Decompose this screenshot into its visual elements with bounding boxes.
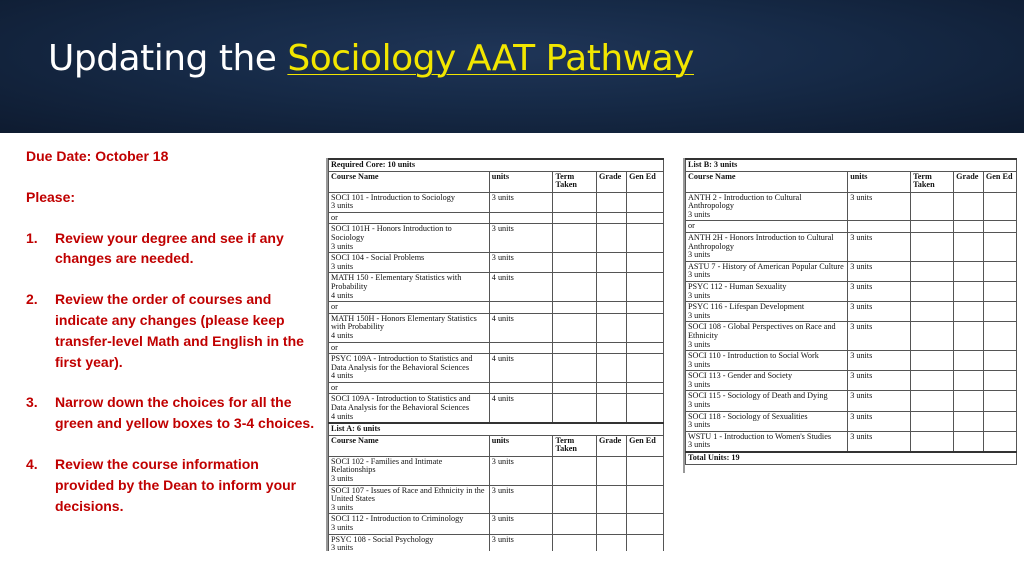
course-name: or bbox=[331, 302, 338, 312]
course-name-cell bbox=[686, 322, 848, 351]
column-header: Term Taken bbox=[553, 435, 597, 456]
course-name-cell bbox=[329, 273, 490, 302]
term-taken-cell[interactable] bbox=[553, 302, 597, 314]
units-cell: 3 units bbox=[848, 351, 911, 371]
term-taken-cell[interactable] bbox=[911, 371, 954, 391]
gen-ed-cell[interactable] bbox=[627, 394, 664, 423]
grade-cell[interactable] bbox=[954, 261, 984, 281]
please-label: Please: bbox=[26, 188, 76, 205]
grade-cell[interactable] bbox=[596, 456, 626, 485]
units-cell: 3 units bbox=[848, 371, 911, 391]
course-units-line: 3 units bbox=[331, 241, 354, 251]
instruction-item bbox=[26, 228, 316, 270]
grade-cell[interactable] bbox=[596, 514, 626, 534]
units-cell: 3 units bbox=[489, 514, 553, 534]
term-taken-cell[interactable] bbox=[553, 192, 597, 212]
course-name: SOCI 110 - Introduction to Social Work bbox=[688, 351, 819, 361]
column-header: Grade bbox=[596, 171, 626, 192]
course-name-cell bbox=[329, 534, 490, 551]
grade-cell[interactable] bbox=[954, 431, 984, 452]
grade-cell[interactable] bbox=[596, 354, 626, 383]
term-taken-cell[interactable] bbox=[911, 232, 954, 261]
gen-ed-cell[interactable] bbox=[627, 342, 664, 354]
column-header: Term Taken bbox=[553, 171, 597, 192]
table-row bbox=[329, 456, 664, 485]
units-cell: 3 units bbox=[848, 232, 911, 261]
units-cell bbox=[489, 382, 553, 394]
units-cell: 3 units bbox=[848, 391, 911, 411]
column-header: units bbox=[848, 171, 911, 192]
units-cell bbox=[489, 212, 553, 224]
gen-ed-cell[interactable] bbox=[627, 224, 664, 253]
term-taken-cell[interactable] bbox=[911, 391, 954, 411]
gen-ed-cell[interactable] bbox=[983, 261, 1016, 281]
instruction-item bbox=[26, 454, 316, 516]
term-taken-cell[interactable] bbox=[911, 351, 954, 371]
course-table bbox=[328, 158, 664, 551]
course-name-cell bbox=[686, 281, 848, 301]
course-name-cell bbox=[686, 192, 848, 221]
term-taken-cell[interactable] bbox=[553, 382, 597, 394]
units-cell: 3 units bbox=[848, 431, 911, 452]
section-title-row bbox=[329, 159, 664, 171]
section-title: List B: 3 units bbox=[686, 159, 1017, 171]
course-units-line: 4 units bbox=[331, 411, 354, 421]
term-taken-cell[interactable] bbox=[911, 322, 954, 351]
column-header: Grade bbox=[596, 435, 626, 456]
course-name: PSYC 116 - Lifespan Development bbox=[688, 302, 805, 312]
course-units-line: 3 units bbox=[688, 420, 711, 430]
term-taken-cell[interactable] bbox=[553, 313, 597, 342]
gen-ed-cell[interactable] bbox=[983, 431, 1016, 452]
grade-cell[interactable] bbox=[596, 313, 626, 342]
grade-cell[interactable] bbox=[596, 192, 626, 212]
units-cell bbox=[489, 302, 553, 314]
item-number: 4. bbox=[26, 455, 38, 472]
course-units-line: 3 units bbox=[688, 440, 711, 450]
section-title-row bbox=[329, 423, 664, 435]
item-number: 3. bbox=[26, 394, 38, 411]
grade-cell[interactable] bbox=[954, 232, 984, 261]
course-name-cell bbox=[329, 224, 490, 253]
course-name: PSYC 112 - Human Sexuality bbox=[688, 281, 787, 291]
course-name: SOCI 104 - Social Problems bbox=[331, 253, 425, 263]
grade-cell[interactable] bbox=[596, 382, 626, 394]
item-text: Review the order of courses and indicate any changes (please keep transfer-level Math and English in the first year). bbox=[55, 291, 304, 370]
item-text: Review the course information provided by the Dean to inform your decisions. bbox=[55, 455, 297, 514]
column-header: Grade bbox=[954, 171, 984, 192]
gen-ed-cell[interactable] bbox=[627, 485, 664, 514]
table-row bbox=[329, 212, 664, 224]
gen-ed-cell[interactable] bbox=[627, 273, 664, 302]
column-header: units bbox=[489, 435, 553, 456]
gen-ed-cell[interactable] bbox=[627, 253, 664, 273]
course-name-cell bbox=[686, 411, 848, 431]
course-name-cell bbox=[329, 354, 490, 383]
course-name: or bbox=[331, 212, 338, 222]
grade-cell[interactable] bbox=[596, 534, 626, 551]
grade-cell[interactable] bbox=[596, 224, 626, 253]
gen-ed-cell[interactable] bbox=[627, 534, 664, 551]
course-form-left bbox=[326, 158, 664, 551]
course-name-cell bbox=[329, 192, 490, 212]
units-cell: 3 units bbox=[489, 485, 553, 514]
course-name-cell bbox=[686, 351, 848, 371]
course-units-line: 3 units bbox=[688, 310, 711, 320]
gen-ed-cell[interactable] bbox=[627, 212, 664, 224]
table-row bbox=[329, 313, 664, 342]
term-taken-cell[interactable] bbox=[553, 485, 597, 514]
grade-cell[interactable] bbox=[596, 212, 626, 224]
course-name: WSTU 1 - Introduction to Women's Studies bbox=[688, 431, 832, 441]
course-units-line: 3 units bbox=[688, 359, 711, 369]
column-header: Term Taken bbox=[911, 171, 954, 192]
table-row bbox=[686, 371, 1017, 391]
table-row bbox=[686, 411, 1017, 431]
units-cell: 3 units bbox=[848, 281, 911, 301]
header-row bbox=[686, 171, 1017, 192]
course-units-line: 3 units bbox=[688, 339, 711, 349]
total-units: Total Units: 19 bbox=[686, 452, 1017, 464]
gen-ed-cell[interactable] bbox=[983, 391, 1016, 411]
item-number: 2. bbox=[26, 291, 38, 308]
term-taken-cell[interactable] bbox=[553, 456, 597, 485]
course-units-line: 3 units bbox=[688, 209, 711, 219]
grade-cell[interactable] bbox=[954, 192, 984, 221]
table-row bbox=[329, 273, 664, 302]
course-name-cell bbox=[686, 261, 848, 281]
course-name: SOCI 108 - Global Perspectives on Race and Ethnicity bbox=[688, 322, 836, 340]
units-cell: 3 units bbox=[848, 322, 911, 351]
item-text: Review your degree and see if any changes are needed. bbox=[55, 229, 284, 267]
course-name-cell bbox=[329, 253, 490, 273]
instructions-panel bbox=[26, 146, 316, 536]
grade-cell[interactable] bbox=[596, 273, 626, 302]
units-cell: 4 units bbox=[489, 394, 553, 423]
column-header: units bbox=[489, 171, 553, 192]
course-name: SOCI 101H - Honors Introduction to Sociology bbox=[331, 224, 452, 242]
table-row bbox=[686, 351, 1017, 371]
course-name: PSYC 108 - Social Psychology bbox=[331, 534, 434, 544]
table-row bbox=[329, 514, 664, 534]
course-name-cell bbox=[686, 221, 848, 233]
units-cell: 4 units bbox=[489, 313, 553, 342]
gen-ed-cell[interactable] bbox=[627, 382, 664, 394]
course-name: SOCI 115 - Sociology of Death and Dying bbox=[688, 391, 828, 401]
course-name: MATH 150H - Honors Elementary Statistics with Probability bbox=[331, 313, 477, 332]
course-name: SOCI 107 - Issues of Race and Ethnicity in the United States bbox=[331, 485, 485, 504]
course-name: MATH 150 - Elementary Statistics with Probability bbox=[331, 273, 462, 291]
gen-ed-cell[interactable] bbox=[983, 371, 1016, 391]
header-row bbox=[329, 435, 664, 456]
term-taken-cell[interactable] bbox=[911, 261, 954, 281]
title-prefix: Updating the bbox=[48, 38, 288, 79]
course-units-line: 4 units bbox=[331, 290, 354, 300]
table-row bbox=[686, 322, 1017, 351]
column-header: Gen Ed bbox=[627, 171, 664, 192]
grade-cell[interactable] bbox=[954, 221, 984, 233]
course-units-line: 4 units bbox=[331, 330, 354, 340]
gen-ed-cell[interactable] bbox=[983, 221, 1016, 233]
table-row bbox=[329, 382, 664, 394]
table-row bbox=[329, 253, 664, 273]
grade-cell[interactable] bbox=[954, 281, 984, 301]
course-name-cell bbox=[329, 212, 490, 224]
gen-ed-cell[interactable] bbox=[983, 411, 1016, 431]
course-name-cell bbox=[686, 232, 848, 261]
table-row bbox=[329, 224, 664, 253]
table-row bbox=[329, 342, 664, 354]
grade-cell[interactable] bbox=[954, 391, 984, 411]
units-cell: 3 units bbox=[848, 302, 911, 322]
gen-ed-cell[interactable] bbox=[627, 302, 664, 314]
course-name-cell bbox=[329, 485, 490, 514]
term-taken-cell[interactable] bbox=[911, 221, 954, 233]
course-name: PSYC 109A - Introduction to Statistics and Data Analysis for the Behavioral Sciences bbox=[331, 354, 473, 372]
course-units-line: 3 units bbox=[331, 201, 354, 211]
course-units-line: 3 units bbox=[688, 250, 711, 260]
instruction-list bbox=[26, 228, 316, 517]
course-name-cell bbox=[329, 382, 490, 394]
slide-title bbox=[48, 38, 694, 79]
table-row bbox=[686, 232, 1017, 261]
item-text: Narrow down the choices for all the green and yellow boxes to 3-4 choices. bbox=[55, 394, 315, 432]
units-cell: 3 units bbox=[489, 534, 553, 551]
term-taken-cell[interactable] bbox=[553, 514, 597, 534]
grade-cell[interactable] bbox=[596, 485, 626, 514]
grade-cell[interactable] bbox=[954, 302, 984, 322]
table-row bbox=[686, 281, 1017, 301]
column-header: Course Name bbox=[329, 435, 490, 456]
course-name-cell bbox=[686, 431, 848, 452]
course-units-line: 3 units bbox=[331, 543, 354, 551]
term-taken-cell[interactable] bbox=[553, 354, 597, 383]
grade-cell[interactable] bbox=[596, 302, 626, 314]
gen-ed-cell[interactable] bbox=[983, 302, 1016, 322]
course-units-line: 3 units bbox=[688, 270, 711, 280]
course-table bbox=[685, 158, 1017, 465]
table-row bbox=[686, 221, 1017, 233]
term-taken-cell[interactable] bbox=[553, 534, 597, 551]
course-name: or bbox=[331, 342, 338, 352]
course-name: SOCI 118 - Sociology of Sexualities bbox=[688, 411, 808, 421]
title-link[interactable]: Sociology AAT Pathway bbox=[287, 38, 694, 79]
grade-cell[interactable] bbox=[596, 342, 626, 354]
course-name: ASTU 7 - History of American Popular Culture bbox=[688, 261, 844, 271]
gen-ed-cell[interactable] bbox=[983, 232, 1016, 261]
course-name: SOCI 109A - Introduction to Statistics and Data Analysis for the Behavioral Sciences bbox=[331, 394, 471, 413]
course-units-line: 3 units bbox=[331, 474, 354, 484]
course-units-line: 3 units bbox=[331, 502, 354, 512]
term-taken-cell[interactable] bbox=[911, 302, 954, 322]
units-cell: 3 units bbox=[489, 253, 553, 273]
term-taken-cell[interactable] bbox=[553, 224, 597, 253]
course-units-line: 3 units bbox=[688, 379, 711, 389]
column-header: Course Name bbox=[686, 171, 848, 192]
gen-ed-cell[interactable] bbox=[627, 456, 664, 485]
units-cell: 3 units bbox=[489, 192, 553, 212]
units-cell: 3 units bbox=[848, 192, 911, 221]
total-row bbox=[686, 452, 1017, 464]
course-name-cell bbox=[686, 371, 848, 391]
grade-cell[interactable] bbox=[954, 371, 984, 391]
course-name: ANTH 2 - Introduction to Cultural Anthropology bbox=[688, 192, 802, 211]
course-units-line: 3 units bbox=[688, 400, 711, 410]
course-name: or bbox=[688, 221, 695, 231]
course-name: SOCI 113 - Gender and Society bbox=[688, 371, 793, 381]
table-row bbox=[686, 302, 1017, 322]
table-row bbox=[686, 261, 1017, 281]
term-taken-cell[interactable] bbox=[911, 411, 954, 431]
term-taken-cell[interactable] bbox=[911, 192, 954, 221]
table-row bbox=[686, 192, 1017, 221]
units-cell: 4 units bbox=[489, 273, 553, 302]
gen-ed-cell[interactable] bbox=[627, 313, 664, 342]
course-name: or bbox=[331, 382, 338, 392]
table-row bbox=[329, 192, 664, 212]
course-name: SOCI 102 - Families and Intimate Relationships bbox=[331, 456, 443, 475]
term-taken-cell[interactable] bbox=[553, 273, 597, 302]
table-row bbox=[686, 431, 1017, 452]
course-name-cell bbox=[686, 302, 848, 322]
term-taken-cell[interactable] bbox=[553, 342, 597, 354]
grade-cell[interactable] bbox=[596, 394, 626, 423]
course-units-line: 4 units bbox=[331, 371, 354, 381]
course-name: SOCI 101 - Introduction to Sociology bbox=[331, 192, 455, 202]
units-cell bbox=[489, 342, 553, 354]
table-row bbox=[329, 485, 664, 514]
gen-ed-cell[interactable] bbox=[627, 514, 664, 534]
course-units-line: 3 units bbox=[331, 261, 354, 271]
units-cell: 3 units bbox=[489, 224, 553, 253]
gen-ed-cell[interactable] bbox=[983, 281, 1016, 301]
column-header: Gen Ed bbox=[983, 171, 1016, 192]
units-cell: 3 units bbox=[848, 411, 911, 431]
grade-cell[interactable] bbox=[954, 411, 984, 431]
course-form-right bbox=[683, 158, 1017, 473]
course-name-cell bbox=[686, 391, 848, 411]
term-taken-cell[interactable] bbox=[553, 253, 597, 273]
term-taken-cell[interactable] bbox=[911, 431, 954, 452]
grade-cell[interactable] bbox=[954, 351, 984, 371]
column-header: Gen Ed bbox=[627, 435, 664, 456]
course-name-cell bbox=[329, 394, 490, 423]
course-units-line: 3 units bbox=[331, 523, 354, 532]
gen-ed-cell[interactable] bbox=[627, 354, 664, 383]
instruction-item bbox=[26, 289, 316, 372]
table-row bbox=[329, 394, 664, 423]
term-taken-cell[interactable] bbox=[553, 212, 597, 224]
course-units-line: 3 units bbox=[688, 290, 711, 300]
course-name: ANTH 2H - Honors Introduction to Cultural Anthropology bbox=[688, 232, 834, 251]
column-header: Course Name bbox=[329, 171, 490, 192]
course-name-cell bbox=[329, 514, 490, 534]
item-number: 1. bbox=[26, 229, 38, 246]
instruction-item bbox=[26, 392, 316, 434]
units-cell: 3 units bbox=[489, 456, 553, 485]
section-title: Required Core: 10 units bbox=[329, 159, 664, 171]
units-cell: 3 units bbox=[848, 261, 911, 281]
section-title-row bbox=[686, 159, 1017, 171]
grade-cell[interactable] bbox=[596, 253, 626, 273]
units-cell: 4 units bbox=[489, 354, 553, 383]
course-name-cell bbox=[329, 342, 490, 354]
course-name-cell bbox=[329, 313, 490, 342]
units-cell bbox=[848, 221, 911, 233]
due-date: Due Date: October 18 bbox=[26, 148, 169, 164]
course-name-cell bbox=[329, 302, 490, 314]
section-title: List A: 6 units bbox=[329, 423, 664, 435]
table-row bbox=[686, 391, 1017, 411]
grade-cell[interactable] bbox=[954, 322, 984, 351]
header-row bbox=[329, 171, 664, 192]
gen-ed-cell[interactable] bbox=[983, 351, 1016, 371]
term-taken-cell[interactable] bbox=[553, 394, 597, 423]
table-row bbox=[329, 354, 664, 383]
table-row bbox=[329, 534, 664, 551]
term-taken-cell[interactable] bbox=[911, 281, 954, 301]
gen-ed-cell[interactable] bbox=[627, 192, 664, 212]
course-name: SOCI 112 - Introduction to Criminology bbox=[331, 514, 464, 524]
table-row bbox=[329, 302, 664, 314]
gen-ed-cell[interactable] bbox=[983, 322, 1016, 351]
gen-ed-cell[interactable] bbox=[983, 192, 1016, 221]
course-name-cell bbox=[329, 456, 490, 485]
